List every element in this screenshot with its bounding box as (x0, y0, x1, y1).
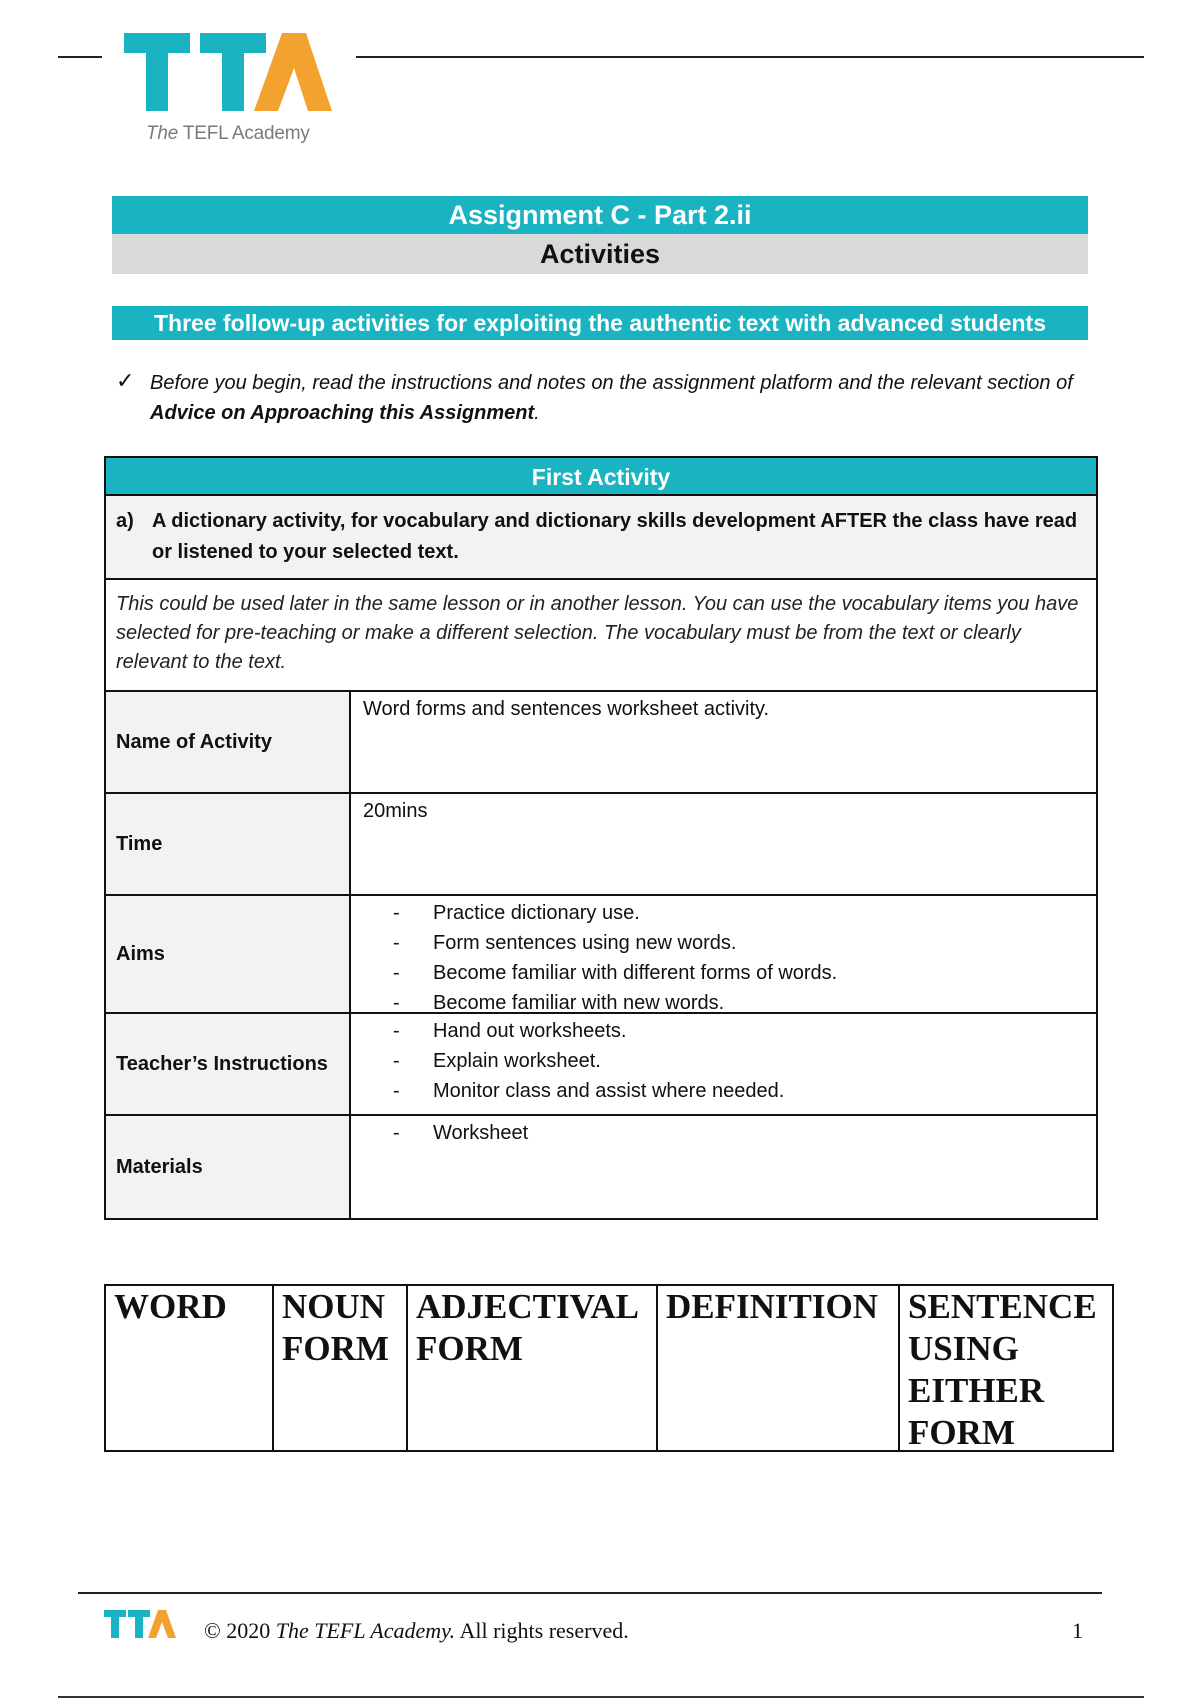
worksheet-table (104, 1284, 1114, 1452)
row-materials (106, 1116, 1096, 1218)
instructions-list (363, 1016, 1084, 1106)
column-header: DEFINITION (658, 1286, 900, 1450)
activity-heading: First Activity (106, 458, 1096, 496)
materials-list (363, 1118, 1084, 1148)
header-rule-right (356, 56, 1144, 58)
row-aims (106, 896, 1096, 1014)
time-value: 20mins (363, 800, 428, 822)
list-item: - Become familiar with different forms of words. (409, 958, 1084, 988)
row-label: Aims (106, 896, 351, 1012)
activity-prompt (106, 496, 1096, 580)
activity-guidance: This could be used later in the same lesson or in another lesson. You can use the vocabulary items you have selected for pre-teaching or make a different selection. The vocabulary must be from the text or clearly relevant to the text. (106, 580, 1096, 692)
list-item: - Form sentences using new words. (409, 928, 1084, 958)
list-item: - Monitor class and assist where needed. (409, 1076, 1084, 1106)
row-label: Name of Activity (106, 692, 351, 792)
checkmark-icon: ✓ (116, 368, 135, 393)
header-rule-left (58, 56, 102, 58)
list-item: - Become familiar with new words. (409, 988, 1084, 1018)
activity-name-value: Word forms and sentences worksheet activity. (363, 698, 770, 720)
page-number: 1 (1072, 1618, 1083, 1643)
copyright-notice: © 2020 The TEFL Academy. All rights reserved. (204, 1618, 629, 1643)
column-header: WORD (106, 1286, 274, 1450)
row-label: Time (106, 794, 351, 894)
column-header: NOUN FORM (274, 1286, 408, 1450)
column-header: SENTENCE USING EITHER FORM (908, 1287, 1097, 1452)
aims-value (351, 896, 1096, 1012)
logo-tagline: The TEFL Academy (146, 123, 310, 144)
section-title: Activities (112, 234, 1088, 274)
row-label: Teacher’s Instructions (106, 1014, 351, 1114)
topic-banner: Three follow-up activities for exploiting the authentic text with advanced students (112, 306, 1088, 340)
footer-logo (104, 1608, 184, 1658)
assignment-title: Assignment C - Part 2.ii (112, 196, 1088, 234)
row-teacher-instructions (106, 1014, 1096, 1116)
column-header: ADJECTIVAL FORM (408, 1286, 658, 1450)
row-time (106, 794, 1096, 896)
aims-list (363, 898, 1084, 1018)
footer-bottom-rule (58, 1696, 1144, 1698)
footer-rule (78, 1592, 1102, 1594)
advice-reference: Advice on Approaching this Assignment (150, 402, 535, 424)
instruction-note: Before you begin, read the instructions and notes on the assignment platform and the relevant section of Advice on Approaching this Assignment. (150, 372, 1073, 424)
row-label: Materials (106, 1116, 351, 1218)
prompt-letter: a) (116, 510, 134, 532)
list-item: - Worksheet (409, 1118, 1084, 1148)
materials-value (351, 1116, 1096, 1218)
list-item: - Practice dictionary use. (409, 898, 1084, 928)
first-activity-table (104, 456, 1098, 1220)
list-item: - Hand out worksheets. (409, 1016, 1084, 1046)
prompt-text: A dictionary activity, for vocabulary and dictionary skills development AFTER the class have read or listened to your selected text. (152, 510, 1078, 563)
instructions-value (351, 1014, 1096, 1114)
row-name-of-activity (106, 692, 1096, 794)
list-item: - Explain worksheet. (409, 1046, 1084, 1076)
